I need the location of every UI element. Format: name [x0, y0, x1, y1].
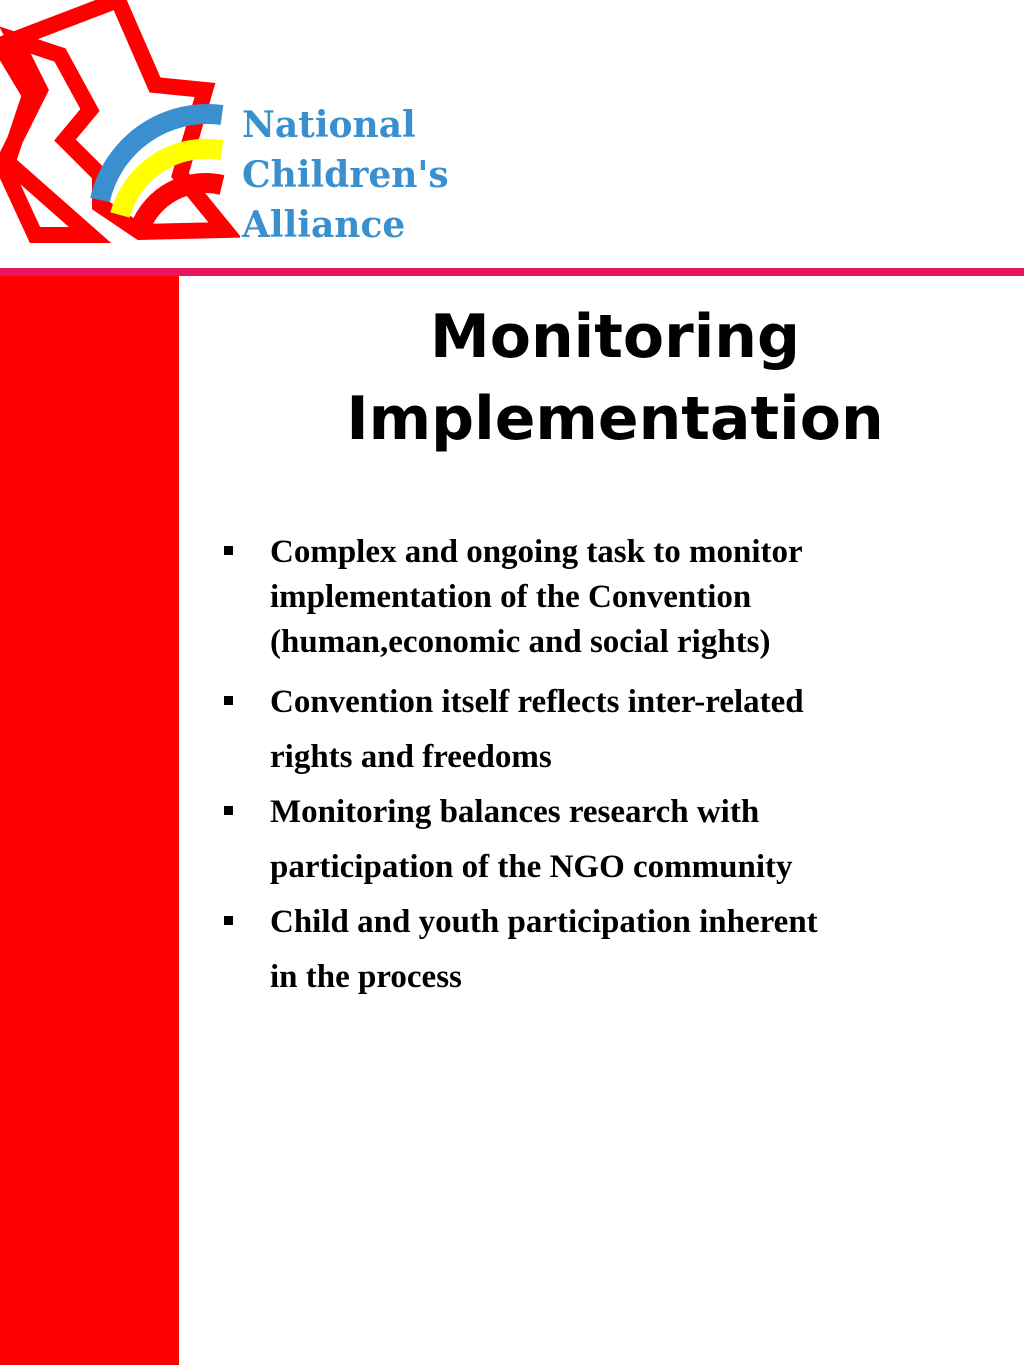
square-bullet-icon [224, 806, 233, 815]
bullet-text-line: Monitoring balances research with [270, 794, 760, 830]
bullet-item [222, 785, 942, 895]
bullet-text-line: Child and youth participation inherent [270, 904, 818, 940]
bullet-text-line: Convention itself reflects inter-related [270, 684, 804, 720]
bullet-text-line: (human,economic and social rights) [270, 624, 771, 660]
bullet-item [222, 530, 942, 665]
bullet-text-line: implementation of the Convention [270, 579, 752, 615]
slide-title [240, 296, 990, 460]
organization-name-line-1: National [242, 104, 416, 146]
header-divider [0, 268, 1024, 276]
organization-name [242, 100, 449, 250]
square-bullet-icon [224, 546, 233, 555]
bullet-item [222, 895, 942, 1005]
national-childrens-alliance-logo-icon [0, 0, 240, 255]
bullet-text-line: in the process [270, 959, 462, 995]
organization-name-line-3: Alliance [242, 204, 406, 246]
square-bullet-icon [224, 916, 233, 925]
bullet-text-line: rights and freedoms [270, 739, 552, 775]
slide-title-line-1: Monitoring [430, 302, 800, 372]
side-color-bar [0, 276, 179, 1365]
slide-header [0, 0, 1024, 268]
bullet-item [222, 675, 942, 785]
bullet-list [222, 530, 942, 1005]
square-bullet-icon [224, 696, 233, 705]
slide-title-line-2: Implementation [346, 384, 884, 454]
bullet-text-line: participation of the NGO community [270, 849, 793, 885]
organization-name-line-2: Children's [242, 154, 449, 196]
bullet-text-line: Complex and ongoing task to monitor [270, 534, 803, 570]
